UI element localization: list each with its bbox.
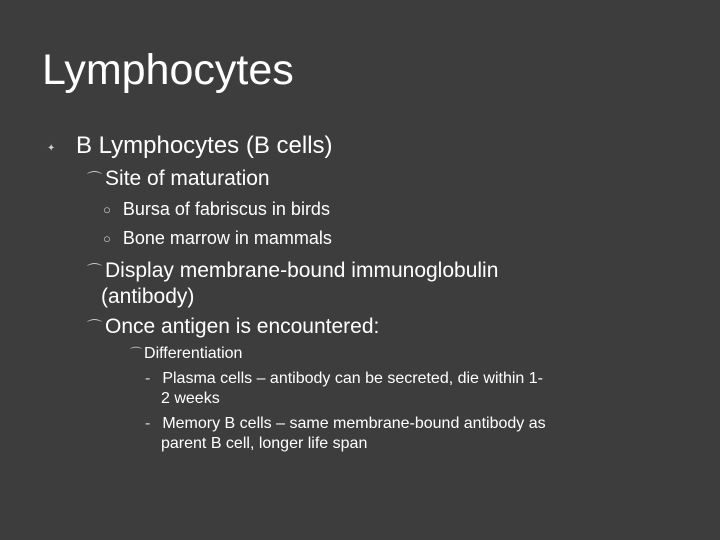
bullet-display-membrane bbox=[87, 258, 498, 286]
bullet-text-line1: Display membrane-bound immunoglobulin bbox=[105, 259, 499, 282]
bullet-text: Bone marrow in mammals bbox=[122, 228, 332, 248]
bullet-once-antigen bbox=[87, 314, 379, 342]
bullet-memory-b-cells bbox=[145, 414, 546, 434]
bullet-text: Differentiation bbox=[144, 345, 243, 362]
arc-bullet-icon: ⌒ bbox=[87, 171, 103, 188]
circle-bullet-icon: ○ bbox=[103, 231, 111, 246]
bullet-plasma-cells-cont: 2 weeks bbox=[161, 390, 220, 407]
bullet-text: Site of maturation bbox=[105, 167, 270, 190]
bullet-bursa bbox=[103, 198, 330, 222]
dash-bullet-icon: - bbox=[145, 370, 151, 387]
arc-bullet-icon: ⌒ bbox=[87, 319, 103, 336]
bullet-bone-marrow bbox=[103, 227, 332, 251]
bullet-display-membrane-cont: (antibody) bbox=[101, 285, 195, 308]
bullet-text-line1: Plasma cells – antibody can be secreted, die within 1- bbox=[162, 370, 543, 387]
circle-bullet-icon: ○ bbox=[103, 202, 111, 217]
bullet-text: Bursa of fabriscus in birds bbox=[122, 199, 330, 219]
bullet-text: Once antigen is encountered: bbox=[105, 315, 380, 338]
arc-bullet-icon: ⌒ bbox=[130, 346, 143, 360]
bullet-b-lymphocytes: B Lymphocytes (B cells) bbox=[76, 132, 333, 159]
bullet-memory-b-cells-cont: parent B cell, longer life span bbox=[161, 435, 368, 452]
bullet-differentiation bbox=[130, 344, 242, 364]
bullet-text-line1: Memory B cells – same membrane-bound antibody as bbox=[162, 415, 546, 432]
bullet-site-of-maturation bbox=[87, 166, 270, 194]
level1-bullet-icon: ✦ bbox=[47, 143, 56, 154]
dash-bullet-icon: - bbox=[145, 415, 151, 432]
arc-bullet-icon: ⌒ bbox=[87, 263, 103, 280]
slide-title: Lymphocytes bbox=[42, 46, 294, 94]
bullet-plasma-cells bbox=[145, 369, 543, 389]
